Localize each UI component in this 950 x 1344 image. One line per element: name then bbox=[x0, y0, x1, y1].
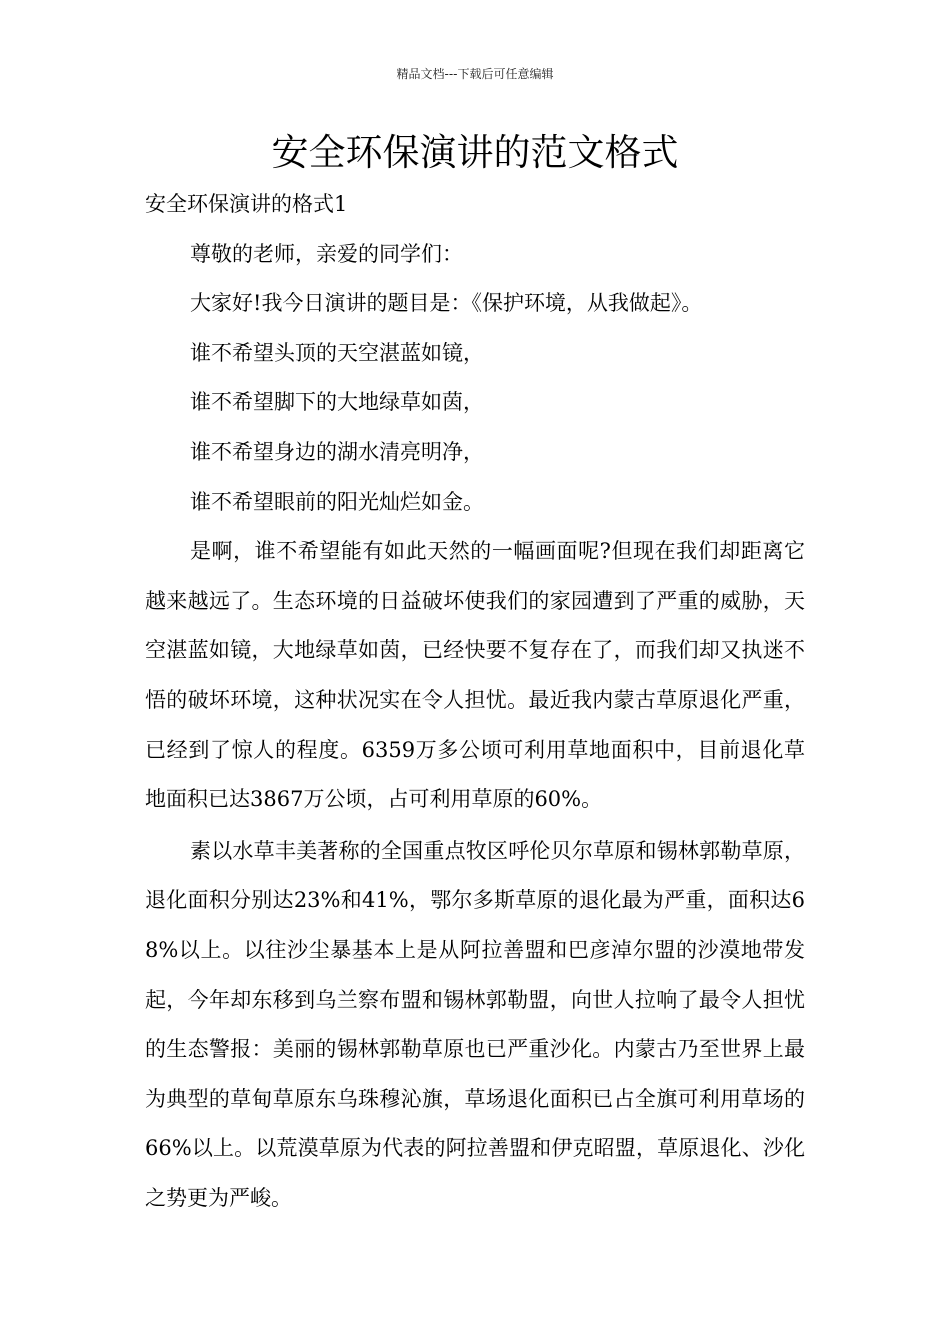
body-paragraph: 是啊，谁不希望能有如此天然的一幅画面呢?但现在我们却距离它越来越远了。生态环境的日益破坏使我们的家园遭到了严重的威胁，天空湛蓝如镜，大地绿草如茵，已经快要不复存在了，而我们却又执迷不悟的破坏环境，这种状况实在令人担忧。最近我内蒙古草原退化严重，已经到了惊人的程度。6359万多公顷可利用草地面积中，目前退化草地面积已达3867万公顷，占可利用草原的60%。 bbox=[145, 539, 805, 812]
document-body bbox=[145, 180, 805, 1223]
section-heading: 安全环保演讲的格式1 bbox=[145, 192, 348, 216]
poem-line: 谁不希望脚下的大地绿草如茵， bbox=[190, 390, 484, 415]
poem-line: 谁不希望身边的湖水清亮明净， bbox=[190, 439, 484, 464]
poem-line: 谁不希望头顶的天空湛蓝如镜， bbox=[190, 340, 484, 365]
greeting-line: 尊敬的老师，亲爱的同学们： bbox=[190, 241, 463, 266]
poem-line: 谁不希望眼前的阳光灿烂如金。 bbox=[190, 489, 484, 514]
header-note: 精品文档---下载后可任意编辑 bbox=[396, 67, 554, 81]
body-paragraph: 素以水草丰美著称的全国重点牧区呼伦贝尔草原和锡林郭勒草原，退化面积分别达23%和41%，鄂尔多斯草原的退化最为严重，面积达68%以上。以往沙尘暴基本上是从阿拉善盟和巴彦淖尔盟的沙漠地带发起，今年却东移到乌兰察布盟和锡林郭勒盟，向世人拉响了最令人担忧的生态警报：美丽的锡林郭勒草原也已严重沙化。内蒙古乃至世界上最为典型的草甸草原东乌珠穆沁旗，草场退化面积已占全旗可利用草场的66%以上。以荒漠草原为代表的阿拉善盟和伊克昭盟，草原退化、沙化之势更为严峻。 bbox=[145, 838, 805, 1210]
document-title: 安全环保演讲的范文格式 bbox=[271, 131, 679, 174]
intro-line: 大家好!我今日演讲的题目是：《保护环境，从我做起》。 bbox=[190, 291, 703, 316]
